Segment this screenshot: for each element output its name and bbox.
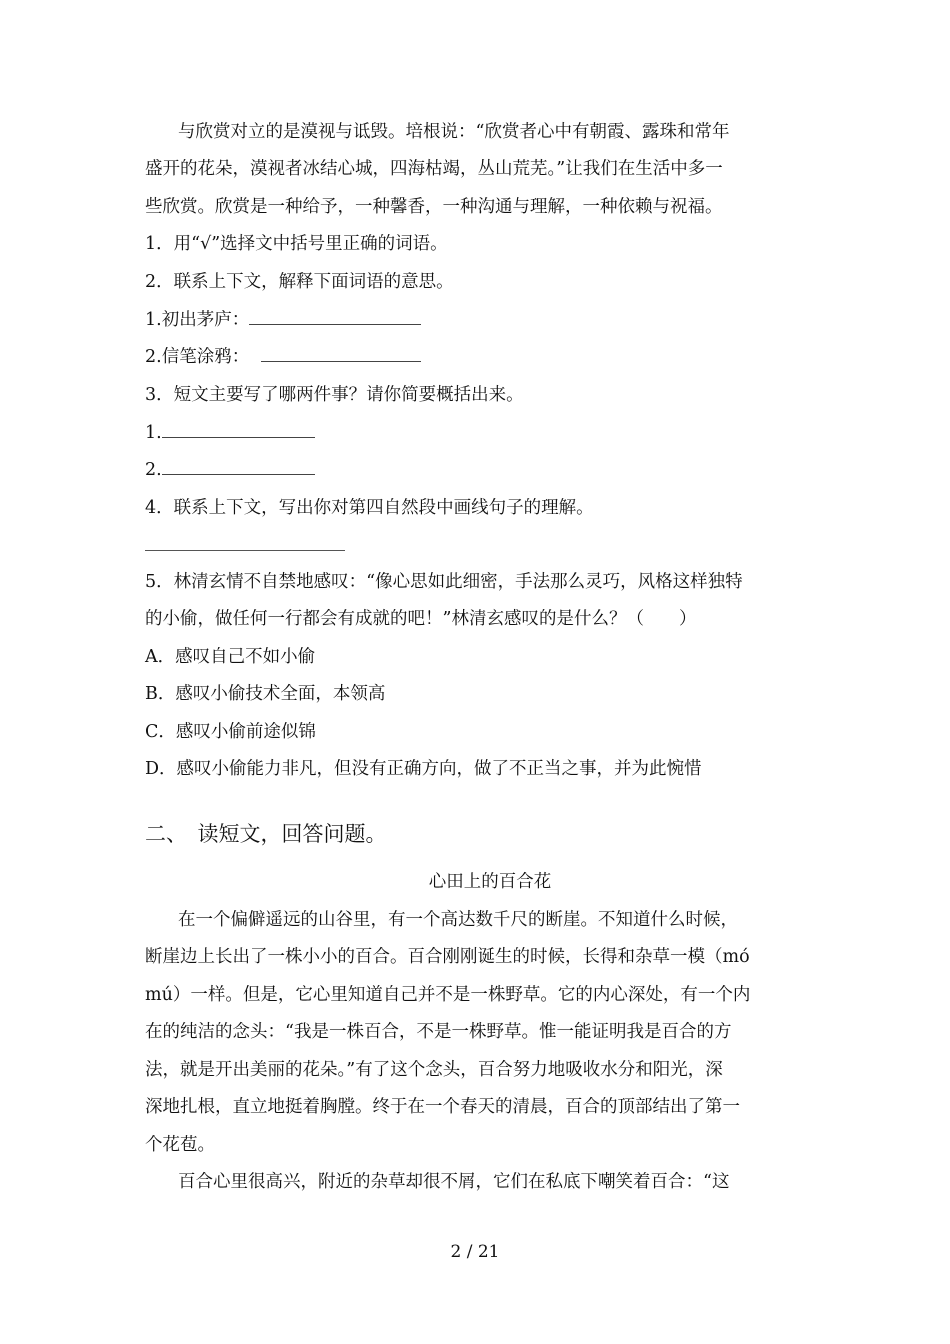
story-line-6: 深地扎根，直立地挺着胸膛。终于在一个春天的清晨，百合的顶部结出了第一 [145, 1097, 740, 1117]
answer-blank-q3-1[interactable] [162, 421, 315, 438]
story-line-5: 法，就是开出美丽的花朵。”有了这个念头，百合努力地吸收水分和阳光，深 [145, 1060, 723, 1080]
question-3: 3．短文主要写了哪两件事？请你简要概括出来。 [145, 385, 524, 405]
passage1-line-2: 盛开的花朵，漠视者冰结心城，四海枯竭，丛山荒芜。”让我们在生活中多一 [145, 159, 723, 179]
story-line-8: 百合心里很高兴，附近的杂草却很不屑，它们在私底下嘲笑着百合：“这 [178, 1172, 730, 1192]
answer-blank-q2-2[interactable] [261, 345, 421, 362]
passage1-line-1: 与欣赏对立的是漠视与诋毁。培根说：“欣赏者心中有朝霞、露珠和常年 [178, 122, 730, 142]
story-title-wrap [0, 870, 950, 894]
q3-item-2 [145, 458, 315, 482]
question-4: 4．联系上下文，写出你对第四自然段中画线句子的理解。 [145, 498, 594, 518]
q2-item-2-label: 2.信笔涂鸦： [145, 347, 250, 367]
option-d[interactable]: D．感叹小偷能力非凡，但没有正确方向，做了不正当之事，并为此惋惜 [145, 759, 702, 779]
answer-blank-q3-2[interactable] [162, 458, 315, 475]
option-a[interactable]: A．感叹自己不如小偷 [145, 647, 316, 667]
q3-item-1-label: 1. [145, 423, 162, 443]
story-title: 心田上的百合花 [428, 872, 552, 892]
option-c[interactable]: C．感叹小偷前途似锦 [145, 722, 316, 742]
q3-item-1 [145, 421, 315, 445]
story-line-3: mú）一样。但是，它心里知道自己并不是一株野草。它的内心深处，有一个内 [145, 985, 751, 1005]
story-line-2: 断崖边上长出了一株小小的百合。百合刚刚诞生的时候，长得和杂草一模（mó [145, 947, 750, 967]
question-5-line-1: 5．林清玄情不自禁地感叹：“像心思如此细密，手法那么灵巧，风格这样独特 [145, 572, 743, 592]
answer-blank-q4[interactable] [145, 550, 345, 551]
q3-item-2-label: 2. [145, 460, 162, 480]
q2-item-2 [145, 345, 421, 369]
section-2-heading: 二、 读短文，回答问题。 [145, 822, 387, 846]
story-line-7: 个花苞。 [145, 1135, 215, 1155]
q2-item-1 [145, 308, 421, 332]
story-line-1: 在一个偏僻遥远的山谷里，有一个高达数千尺的断崖。不知道什么时候， [178, 910, 738, 930]
story-line-4: 在的纯洁的念头：“我是一株百合，不是一株野草。惟一能证明我是百合的方 [145, 1022, 732, 1042]
passage1-line-3: 些欣赏。欣赏是一种给予，一种馨香，一种沟通与理解，一种依赖与祝福。 [145, 197, 723, 217]
question-1: 1．用“√”选择文中括号里正确的词语。 [145, 234, 448, 254]
q2-item-1-label: 1.初出茅庐： [145, 310, 250, 330]
answer-blank-q2-1[interactable] [249, 308, 421, 325]
option-b[interactable]: B．感叹小偷技术全面，本领高 [145, 684, 386, 704]
question-2: 2．联系上下文，解释下面词语的意思。 [145, 272, 454, 292]
question-5-line-2: 的小偷，做任何一行都会有成就的吧！”林清玄感叹的是什么？（ ） [145, 609, 697, 629]
page-number: 2 / 21 [450, 1242, 500, 1262]
